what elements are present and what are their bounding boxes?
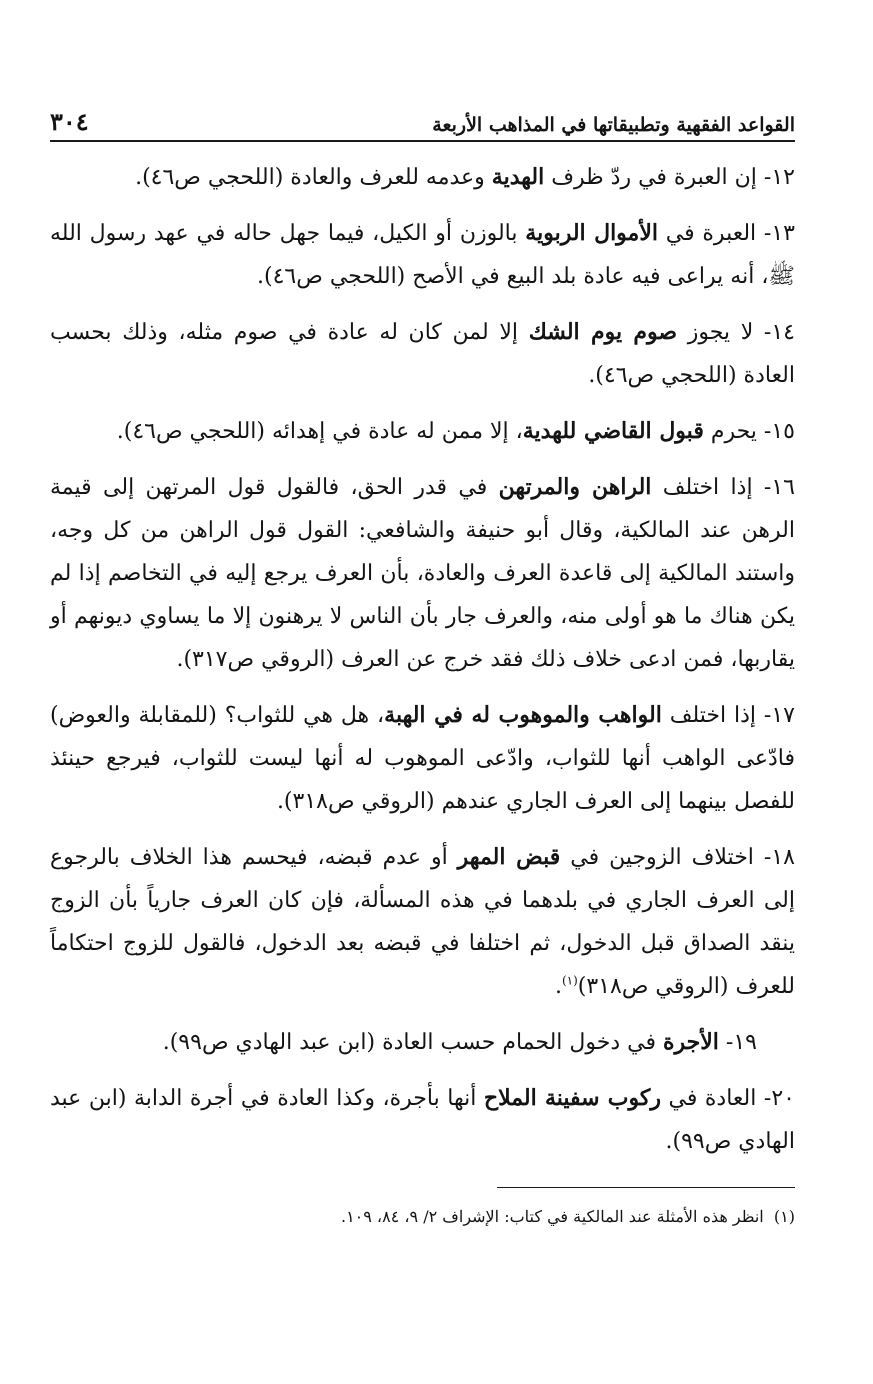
item-number: ١٨ [771, 845, 795, 870]
item-keyword: ركوب سفينة الملاح [483, 1085, 661, 1111]
item-text: يحرم [703, 419, 757, 444]
item-keyword: الأجرة [662, 1029, 719, 1055]
item-number: ١٧ [771, 703, 795, 728]
footnote-divider [497, 1187, 795, 1188]
footnote-text: انظر هذه الأمثلة عند المالكية في كتاب: الإشراف ٢/ ٩، ٨٤، ١٠٩. [340, 1207, 764, 1226]
rules-list [50, 156, 795, 1163]
item-text: لا يجوز [677, 320, 754, 345]
item-text: اختلاف الزوجين في [560, 845, 754, 870]
item-text: إذا اختلف [661, 703, 757, 728]
item-text: . [554, 974, 562, 999]
item-keyword: الراهن والمرتهن [498, 474, 652, 500]
item-number: ١٣ [771, 221, 795, 246]
list-item: ١٣- العبرة في الأموال الربوية بالوزن أو الكيل، فيما جهل حاله في عهد رسول الله ﷺ، أنه يراعى فيه عادة بلد البيع في الأصح (اللحجي ص٤٦). [50, 220, 795, 289]
item-text: بالوزن أو الكيل، فيما جهل حاله في عهد رسول الله ﷺ، أنه يراعى فيه عادة بلد البيع في الأصح (اللحجي ص٤٦). [50, 221, 795, 289]
item-text: إلا لمن كان له عادة في صوم مثله، وذلك بحسب العادة (اللحجي ص٤٦). [50, 320, 795, 388]
list-item: ١٥- يحرم قبول القاضي للهدية، إلا ممن له عادة في إهدائه (اللحجي ص٤٦). [116, 418, 795, 444]
list-item: ١٨- اختلاف الزوجين في قبض المهر أو عدم قبضه، فيحسم هذا الخلاف بالرجوع إلى العرف الجاري في بلدهما في هذه المسألة، فإن كان العرف جارياً بأن الزوج ينقد الصداق قبل الدخول، ثم اختلفا في قبضه بعد الدخول، فالقول للزوج احتكاماً للعرف (الروقي ص٣١٨)$^{(١)}$. [50, 844, 795, 999]
list-item: ١٩- الأجرة في دخول الحمام حسب العادة (ابن عبد الهادي ص٩٩). [162, 1029, 757, 1055]
list-item: ١٤- لا يجوز صوم يوم الشك إلا لمن كان له عادة في صوم مثله، وذلك بحسب العادة (اللحجي ص٤٦). [50, 319, 795, 388]
book-title: القواعد الفقهية وتطبيقاتها في المذاهب الأربعة [432, 114, 795, 136]
item-text: إن العبرة في ردّ ظرف [544, 165, 757, 190]
item-number: ١٢ [771, 165, 795, 190]
item-text: العبرة في [658, 221, 757, 246]
item-keyword: قبض المهر [457, 844, 561, 870]
item-text: في دخول الحمام حسب العادة (ابن عبد الهادي ص٩٩). [162, 1030, 663, 1055]
item-keyword: صوم يوم الشك [528, 319, 678, 345]
footnote [50, 1204, 795, 1230]
item-keyword: الواهب والموهوب له في الهبة [384, 702, 662, 728]
list-item: ١٧- إذا اختلف الواهب والموهوب له في الهبة، هل هي للثواب؟ (للمقابلة والعوض) فادّعى الواهب أنها للثواب، وادّعى الموهوب له أنها ليست للثواب، فيرجع حينئذ للفصل بينهما إلى العرف الجاري عندهم (الروقي ص٣١٨). [50, 702, 795, 814]
item-number: ٢٠ [771, 1086, 795, 1111]
running-header [50, 100, 795, 142]
item-keyword: الهدية [491, 164, 545, 190]
item-text: ، إلا ممن له عادة في إهدائه (اللحجي ص٤٦). [116, 419, 523, 444]
item-text: أو عدم قبضه، فيحسم هذا الخلاف بالرجوع إلى العرف الجاري في بلدهما في هذه المسألة، فإن كان العرف جارياً بأن الزوج ينقد الصداق قبل الدخول، ثم اختلفا في قبضه بعد الدخول، فالقول للزوج احتكاماً للعرف (الروقي ص٣١٨) [50, 845, 795, 999]
list-item: ١٦- إذا اختلف الراهن والمرتهن في قدر الحق، فالقول قول المرتهن إلى قيمة الرهن عند المالكية، وقال أبو حنيفة والشافعي: القول قول الراهن من كل وجه، واستند المالكية إلى قاعدة العرف والعادة، بأن العرف يرجع إليه في التخاصم إذا لم يكن هناك ما هو أولى منه، والعرف جار بأن الناس لا يرهنون إلا ما يساوي ديونهم أو يقاربها، فمن ادعى خلاف ذلك فقد خرج عن العرف (الروقي ص٣١٧). [50, 474, 795, 672]
list-item: ١٢- إن العبرة في ردّ ظرف الهدية وعدمه للعرف والعادة (اللحجي ص٤٦). [135, 164, 795, 190]
item-text: إذا اختلف [651, 475, 753, 500]
item-number: ١٥ [771, 419, 795, 444]
item-keyword: قبول القاضي للهدية [522, 418, 704, 444]
footnote-marker: (١) [773, 1207, 795, 1226]
item-number: ١٤ [771, 320, 795, 345]
item-text: في قدر الحق، فالقول قول المرتهن إلى قيمة الرهن عند المالكية، وقال أبو حنيفة والشافعي: القول قول الراهن من كل وجه، واستند المالكية إلى قاعدة العرف والعادة، بأن العرف يرجع إليه في التخاصم إذا لم يكن هناك ما هو أولى منه، والعرف جار بأن الناس لا يرهنون إلا ما يساوي ديونهم أو يقاربها، فمن ادعى خلاف ذلك فقد خرج عن العرف (الروقي ص٣١٧). [50, 475, 795, 672]
list-item: ٢٠- العادة في ركوب سفينة الملاح أنها بأجرة، وكذا العادة في أجرة الدابة (ابن عبد الهادي ص٩٩). [50, 1085, 795, 1154]
book-page [50, 100, 795, 1246]
footnote-reference[interactable]: (١) [561, 973, 578, 988]
item-number: ١٦ [771, 475, 795, 500]
item-number: ١٩ [733, 1030, 757, 1055]
page-number: ٣٠٤ [50, 107, 89, 136]
item-text: العادة في [660, 1086, 757, 1111]
item-keyword: الأموال الربوية [525, 220, 658, 246]
item-text: ، هل هي للثواب؟ (للمقابلة والعوض) فادّعى الواهب أنها للثواب، وادّعى الموهوب له أنها ليست للثواب، فيرجع حينئذ للفصل بينهما إلى العرف الجاري عندهم (الروقي ص٣١٨). [50, 703, 795, 814]
item-text: وعدمه للعرف والعادة (اللحجي ص٤٦). [135, 165, 492, 190]
item-text: أنها بأجرة، وكذا العادة في أجرة الدابة (ابن عبد الهادي ص٩٩). [50, 1086, 795, 1154]
